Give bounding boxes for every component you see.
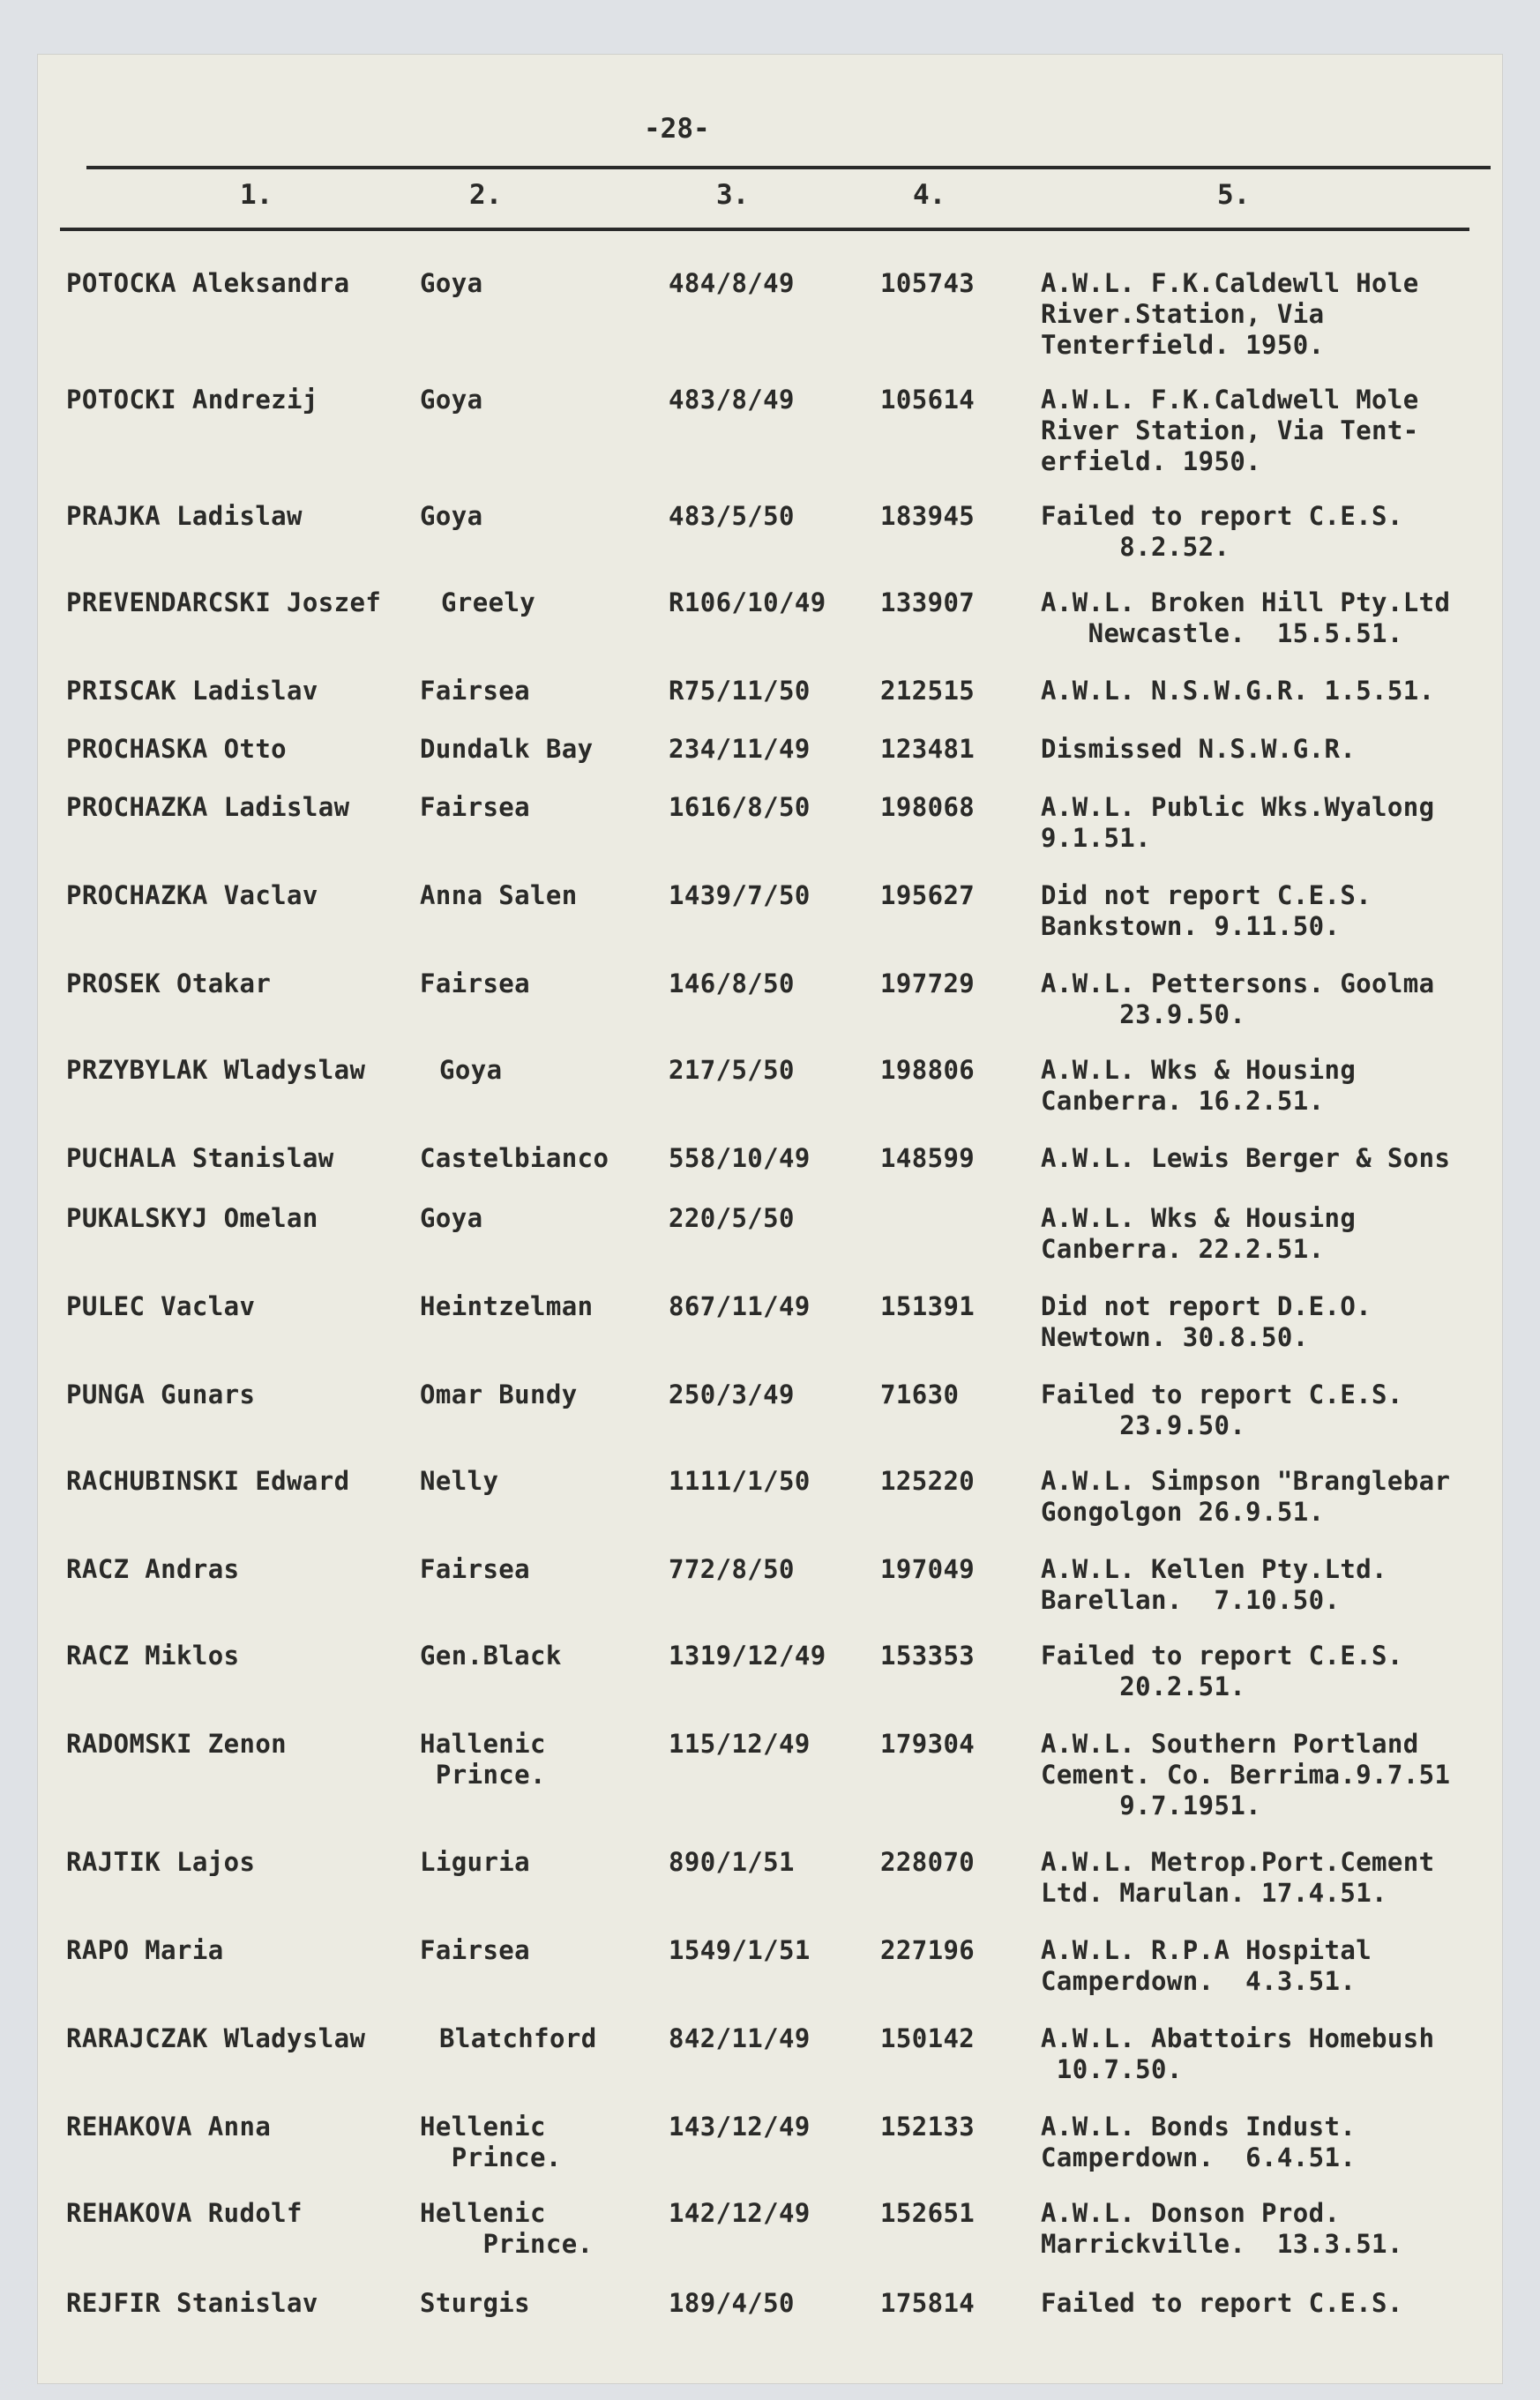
reference-code: 1439/7/50 — [669, 880, 811, 910]
reference-code: R75/11/50 — [669, 676, 811, 706]
person-name: RARAJCZAK Wladyslaw — [66, 2023, 366, 2053]
reference-code: 867/11/49 — [669, 1291, 811, 1321]
person-name: PROSEK Otakar — [66, 968, 272, 998]
reference-code: 250/3/49 — [669, 1379, 795, 1409]
ship-name: Hallenic Prince. — [420, 1729, 546, 1790]
person-name: RACHUBINSKI Edward — [66, 1466, 350, 1496]
registration-number: 195627 — [880, 880, 976, 910]
remark: Dismissed N.S.W.G.R. — [1041, 734, 1357, 764]
header-rule-bottom — [60, 228, 1469, 231]
reference-code: 842/11/49 — [669, 2023, 811, 2053]
remark: A.W.L. F.K.Caldwell Mole River Station, Via Tent- erfield. 1950. — [1041, 385, 1419, 476]
remark: Failed to report C.E.S. 23.9.50. — [1041, 1379, 1403, 1440]
registration-number: 151391 — [880, 1291, 976, 1321]
registration-number: 183945 — [880, 501, 976, 531]
reference-code: 772/8/50 — [669, 1554, 795, 1584]
reference-code: 558/10/49 — [669, 1143, 811, 1173]
ship-name: Fairsea — [420, 792, 531, 822]
ship-name: Gen.Black — [420, 1641, 562, 1671]
ship-name: Hellenic Prince. — [420, 2198, 594, 2259]
column-header-2: 2. — [469, 179, 503, 211]
ship-name: Goya — [439, 1055, 503, 1085]
ship-name: Goya — [420, 501, 483, 531]
registration-number: 71630 — [880, 1379, 960, 1409]
registration-number: 148599 — [880, 1143, 976, 1173]
registration-number: 212515 — [880, 676, 976, 706]
registration-number: 198068 — [880, 792, 976, 822]
registration-number: 125220 — [880, 1466, 976, 1496]
ship-name: Fairsea — [420, 1554, 531, 1584]
remark: A.W.L. Abattoirs Homebush 10.7.50. — [1041, 2023, 1435, 2084]
ship-name: Fairsea — [420, 676, 531, 706]
person-name: POTOCKI Andrezij — [66, 385, 318, 415]
registration-number: 175814 — [880, 2288, 976, 2318]
person-name: RAJTIK Lajos — [66, 1847, 256, 1877]
reference-code: 234/11/49 — [669, 734, 811, 764]
remark: A.W.L. Wks & Housing Canberra. 22.2.51. — [1041, 1203, 1357, 1264]
person-name: REHAKOVA Rudolf — [66, 2198, 303, 2228]
reference-code: 1111/1/50 — [669, 1466, 811, 1496]
reference-code: 483/5/50 — [669, 501, 795, 531]
person-name: PUKALSKYJ Omelan — [66, 1203, 318, 1233]
remark: A.W.L. Simpson "Branglebar Gongolgon 26.9.51. — [1041, 1466, 1451, 1527]
remark: A.W.L. Bonds Indust. Camperdown. 6.4.51. — [1041, 2112, 1357, 2172]
remark: Failed to report C.E.S. 8.2.52. — [1041, 501, 1403, 562]
column-header-1: 1. — [240, 179, 273, 211]
header-rule-top — [86, 166, 1491, 169]
reference-code: 1319/12/49 — [669, 1641, 826, 1671]
remark: A.W.L. Wks & Housing Canberra. 16.2.51. — [1041, 1055, 1357, 1116]
ship-name: Fairsea — [420, 1935, 531, 1965]
reference-code: 115/12/49 — [669, 1729, 811, 1759]
registration-number: 153353 — [880, 1641, 976, 1671]
column-header-4: 4. — [913, 179, 946, 211]
registration-number: 133907 — [880, 587, 976, 617]
person-name: REJFIR Stanislav — [66, 2288, 318, 2318]
remark: Failed to report C.E.S. 20.2.51. — [1041, 1641, 1403, 1701]
person-name: PULEC Vaclav — [66, 1291, 256, 1321]
person-name: PUNGA Gunars — [66, 1379, 256, 1409]
remark: Did not report D.E.O. Newtown. 30.8.50. — [1041, 1291, 1372, 1352]
remark: A.W.L. Kellen Pty.Ltd. Barellan. 7.10.50. — [1041, 1554, 1387, 1615]
person-name: RACZ Andras — [66, 1554, 240, 1584]
ship-name: Anna Salen — [420, 880, 578, 910]
remark: A.W.L. Broken Hill Pty.Ltd Newcastle. 15.5.51. — [1041, 587, 1451, 648]
person-name: PROCHAZKA Ladislaw — [66, 792, 350, 822]
registration-number: 197049 — [880, 1554, 976, 1584]
ship-name: Nelly — [420, 1466, 499, 1496]
ship-name: Greely — [441, 587, 536, 617]
ship-name: Goya — [420, 1203, 483, 1233]
registration-number: 198806 — [880, 1055, 976, 1085]
reference-code: R106/10/49 — [669, 587, 826, 617]
person-name: PROCHAZKA Vaclav — [66, 880, 318, 910]
reference-code: 189/4/50 — [669, 2288, 795, 2318]
ship-name: Fairsea — [420, 968, 531, 998]
ship-name: Hellenic Prince. — [420, 2112, 562, 2172]
registration-number: 228070 — [880, 1847, 976, 1877]
registration-number: 123481 — [880, 734, 976, 764]
remark: A.W.L. Public Wks.Wyalong 9.1.51. — [1041, 792, 1435, 853]
reference-code: 143/12/49 — [669, 2112, 811, 2142]
person-name: POTOCKA Aleksandra — [66, 268, 350, 298]
remark: Failed to report C.E.S. — [1041, 2288, 1403, 2318]
reference-code: 146/8/50 — [669, 968, 795, 998]
person-name: PROCHASKA Otto — [66, 734, 288, 764]
remark: A.W.L. R.P.A Hospital Camperdown. 4.3.51. — [1041, 1935, 1372, 1996]
reference-code: 483/8/49 — [669, 385, 795, 415]
registration-number: 227196 — [880, 1935, 976, 1965]
remark: A.W.L. N.S.W.G.R. 1.5.51. — [1041, 676, 1435, 706]
ship-name: Dundalk Bay — [420, 734, 594, 764]
remark: A.W.L. Lewis Berger & Sons — [1041, 1143, 1451, 1173]
person-name: RADOMSKI Zenon — [66, 1729, 288, 1759]
person-name: REHAKOVA Anna — [66, 2112, 272, 2142]
person-name: RACZ Miklos — [66, 1641, 240, 1671]
ship-name: Omar Bundy — [420, 1379, 578, 1409]
registration-number: 179304 — [880, 1729, 976, 1759]
ship-name: Blatchford — [439, 2023, 597, 2053]
remark: A.W.L. Southern Portland Cement. Co. Berrima.9.7.51 9.7.1951. — [1041, 1729, 1451, 1821]
reference-code: 1616/8/50 — [669, 792, 811, 822]
person-name: PRAJKA Ladislaw — [66, 501, 303, 531]
reference-code: 484/8/49 — [669, 268, 795, 298]
ship-name: Goya — [420, 268, 483, 298]
remark: A.W.L. F.K.Caldewll Hole River.Station, Via Tenterfield. 1950. — [1041, 268, 1419, 360]
reference-code: 217/5/50 — [669, 1055, 795, 1085]
registration-number: 150142 — [880, 2023, 976, 2053]
reference-code: 890/1/51 — [669, 1847, 795, 1877]
person-name: PUCHALA Stanislaw — [66, 1143, 334, 1173]
registration-number: 197729 — [880, 968, 976, 998]
page-number: -28- — [644, 113, 710, 145]
remark: Did not report C.E.S. Bankstown. 9.11.50. — [1041, 880, 1372, 941]
ship-name: Sturgis — [420, 2288, 531, 2318]
person-name: PRZYBYLAK Wladyslaw — [66, 1055, 366, 1085]
reference-code: 220/5/50 — [669, 1203, 795, 1233]
registration-number: 152651 — [880, 2198, 976, 2228]
registration-number: 105743 — [880, 268, 976, 298]
column-header-5: 5. — [1217, 179, 1251, 211]
column-header-3: 3. — [716, 179, 750, 211]
reference-code: 142/12/49 — [669, 2198, 811, 2228]
ship-name: Castelbianco — [420, 1143, 609, 1173]
person-name: PRISCAK Ladislav — [66, 676, 318, 706]
registration-number: 152133 — [880, 2112, 976, 2142]
reference-code: 1549/1/51 — [669, 1935, 811, 1965]
ship-name: Goya — [420, 385, 483, 415]
remark: A.W.L. Donson Prod. Marrickville. 13.3.51. — [1041, 2198, 1403, 2259]
person-name: PREVENDARCSKI Joszef — [66, 587, 382, 617]
person-name: RAPO Maria — [66, 1935, 224, 1965]
remark: A.W.L. Metrop.Port.Cement Ltd. Marulan. 17.4.51. — [1041, 1847, 1435, 1908]
registration-number: 105614 — [880, 385, 976, 415]
ship-name: Heintzelman — [420, 1291, 594, 1321]
ship-name: Liguria — [420, 1847, 531, 1877]
remark: A.W.L. Pettersons. Goolma 23.9.50. — [1041, 968, 1435, 1029]
